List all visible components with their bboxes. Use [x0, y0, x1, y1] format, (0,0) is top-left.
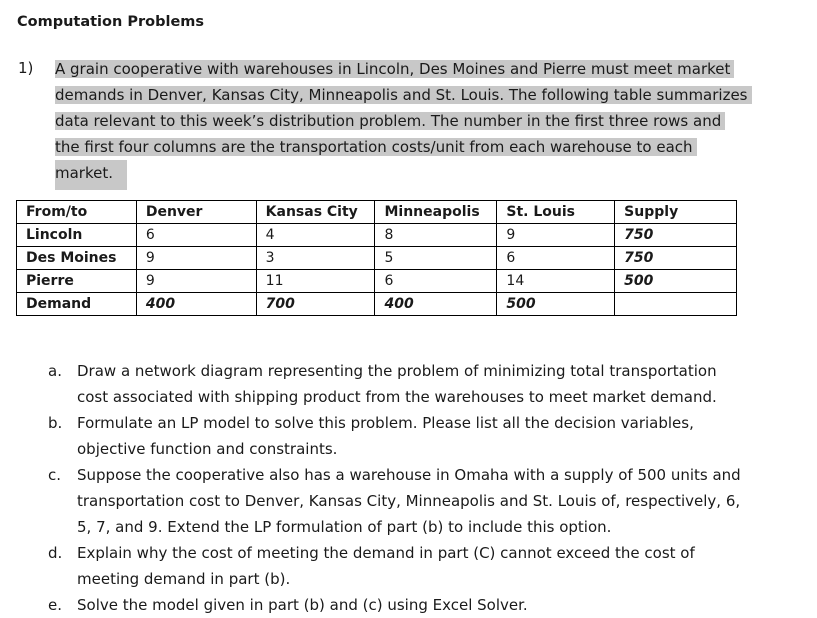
- row-label-cell: Lincoln: [17, 224, 137, 247]
- item-line: objective function and constraints.: [77, 440, 338, 458]
- header-cell: St. Louis: [497, 201, 615, 224]
- item-line: Formulate an LP model to solve this problem. Please list all the decision variables,: [77, 414, 694, 432]
- problem-number: 1): [18, 59, 34, 77]
- list-item: [0, 540, 817, 592]
- table-row: [17, 224, 737, 247]
- header-cell: Kansas City: [256, 201, 375, 224]
- cost-cell: 9: [136, 270, 256, 293]
- item-line: Suppose the cooperative also has a warehouse in Omaha with a supply of 500 units and: [77, 466, 741, 484]
- distribution-cost-table: [16, 200, 737, 316]
- list-item: [0, 358, 817, 410]
- row-label-cell: Des Moines: [17, 247, 137, 270]
- demand-cell: 700: [256, 293, 375, 316]
- supply-cell: 750: [615, 247, 737, 270]
- cost-cell: 3: [256, 247, 375, 270]
- intro-line: market.: [55, 160, 127, 190]
- section-heading: Computation Problems: [17, 14, 205, 30]
- intro-line: the first four columns are the transportation costs/unit from each warehouse to each: [55, 134, 755, 160]
- header-cell: Supply: [615, 201, 737, 224]
- item-line: cost associated with shipping product from the warehouses to meet market demand.: [77, 388, 717, 406]
- row-label-cell: Pierre: [17, 270, 137, 293]
- cost-cell: 8: [375, 224, 497, 247]
- item-line: transportation cost to Denver, Kansas City, Minneapolis and St. Louis of, respectively, 6,: [77, 492, 741, 510]
- supply-cell: 750: [615, 224, 737, 247]
- demand-cell: 400: [375, 293, 497, 316]
- item-label: e.: [48, 596, 62, 614]
- item-line: Explain why the cost of meeting the demand in part (C) cannot exceed the cost of: [77, 544, 695, 562]
- cost-cell: 9: [497, 224, 615, 247]
- table-row: [17, 247, 737, 270]
- item-line: 5, 7, and 9. Extend the LP formulation of part (b) to include this option.: [77, 518, 612, 536]
- list-item: [0, 462, 817, 540]
- intro-line: data relevant to this week’s distribution problem. The number in the first three rows and: [55, 108, 755, 134]
- item-line: Draw a network diagram representing the problem of minimizing total transportation: [77, 362, 717, 380]
- intro-line: A grain cooperative with warehouses in Lincoln, Des Moines and Pierre must meet market: [55, 56, 755, 82]
- item-line: Solve the model given in part (b) and (c) using Excel Solver.: [77, 596, 528, 614]
- demand-cell: 500: [497, 293, 615, 316]
- problem-intro-paragraph: [55, 56, 755, 190]
- cost-cell: 6: [497, 247, 615, 270]
- item-label: b.: [48, 414, 63, 432]
- intro-line: demands in Denver, Kansas City, Minneapolis and St. Louis. The following table summarizes: [55, 82, 755, 108]
- cost-cell: 11: [256, 270, 375, 293]
- table-row: [17, 293, 737, 316]
- item-label: a.: [48, 362, 62, 380]
- table-row: [17, 270, 737, 293]
- item-label: d.: [48, 544, 63, 562]
- demand-cell: 400: [136, 293, 256, 316]
- header-cell: Minneapolis: [375, 201, 497, 224]
- cost-cell: 9: [136, 247, 256, 270]
- cost-cell: 5: [375, 247, 497, 270]
- cost-cell: 14: [497, 270, 615, 293]
- empty-cell: [615, 293, 737, 316]
- cost-cell: 6: [136, 224, 256, 247]
- item-line: meeting demand in part (b).: [77, 570, 291, 588]
- table-header-row: [17, 201, 737, 224]
- item-label: c.: [48, 466, 62, 484]
- cost-cell: 4: [256, 224, 375, 247]
- header-cell: Denver: [136, 201, 256, 224]
- row-label-cell: Demand: [17, 293, 137, 316]
- list-item: [0, 592, 817, 618]
- header-cell: From/to: [17, 201, 137, 224]
- list-item: [0, 410, 817, 462]
- supply-cell: 500: [615, 270, 737, 293]
- cost-cell: 6: [375, 270, 497, 293]
- question-list: [0, 358, 817, 618]
